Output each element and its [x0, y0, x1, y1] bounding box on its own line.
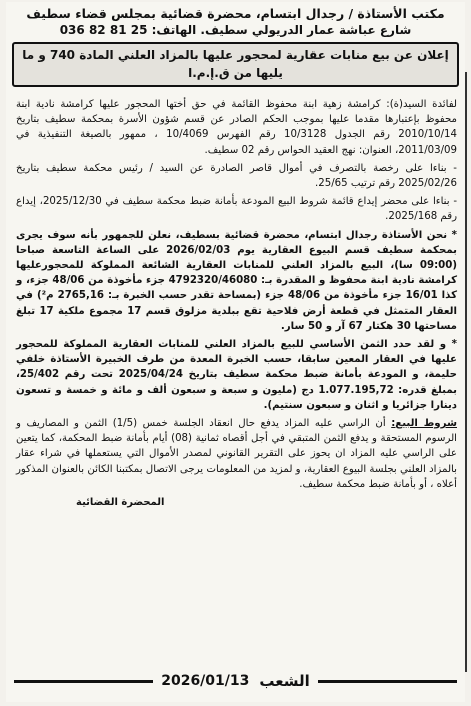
footer-rule	[318, 680, 457, 683]
border-rule	[465, 72, 467, 672]
footer-rule	[14, 680, 153, 683]
paragraph-beneficiary: لفائدة السيد(ة): كرامشة زهية ابنة محفوظ القائمة في حق أختها المحجور عليها كرامشة نادية ابنة محفوظ بإعتبارها مقدما عليها بموجب الحكم الصادر عن قسم شؤون الأسرة بمحكمة سطيف بتاريخ 2010/10/14 رقم الجدول 10/3128 رقم الفهرس 10/4069 ، ممهور بالصيغة التنفيذية في 2011/03/09، العنوان: نهج العقيد الحواس رقم 02 سطيف.	[16, 99, 457, 156]
paragraph-authorization: - بناءا على رخصة بالتصرف في أموال قاصر الصادرة عن السيد / رئيس محكمة سطيف بتاريخ 2025/02/26 رقم ترتيب 25/65.	[16, 162, 457, 190]
paragraph-base-price: * و لقد حدد الثمن الأساسي للبيع بالمزاد العلني للمنابات العقارية المملوكة للمحجور عليها في العقار المعين سابقا، حسب الخبرة المعدة من طرف الخبيرة الأستاذة خلفي حليمة، و المودعة بأمانة ضبط محكمة سطيف بتاريخ 2025/04/24 تحت رقم 25/402، بمبلغ قدره: 1.077.195,72 دج (مليون و سبعة و سبعون ألف و مائة و خمسة و تسعون دينارا جزائريا و اثنان و سبعون سنتيم).	[16, 339, 457, 411]
office-name: مكتب الأستاذة / رجدال ابتسام، محضرة قضائية بمجلس قضاء سطيف	[26, 6, 445, 21]
footer	[6, 668, 465, 694]
paragraph-conditions	[16, 416, 457, 492]
conditions-text: أن الراسي عليه المزاد يدفع حال انعقاد الجلسة خمس (1/5) الثمن و المصاريف و الرسوم المستحقة و يدفع الثمن المتبقي في أجل أقصاه ثمانية (08) أيام بأمانة ضبط المحكمة، كما يتعين على الراسي عليه المزاد ان يحوز على التقرير القانوني لمصدر الأموال التي يستعملها في شراء عقار بالمزاد العلني بجلسة البيوع العقارية، و لمزيد من المعلومات يرجى الاتصال بمكتبنا الكائن بالعنوان المذكور أعلاه ، أو بأمانة ضبط محكمة سطيف.	[16, 418, 458, 490]
notice-title: إعلان عن بيع منابات عقارية لمحجور عليها بالمزاد العلني المادة 740 و ما يليها من ق.إ.م.ا	[12, 42, 459, 87]
paragraph-deposit: - بناءا على محضر إيداع قائمة شروط البيع المودعة بأمانة ضبط محكمة سطيف في 2025/12/30، إيداع رقم 2025/168.	[16, 196, 458, 223]
signature: المحضرة القضائية	[76, 497, 165, 509]
publication-date: 2026/01/13	[161, 673, 250, 689]
notice-body	[16, 97, 457, 510]
conditions-label: شروط البيع:	[391, 418, 457, 430]
office-address: شارع عباشة عمار الدريولي سطيف. الهاتف: 25 81 82 036	[59, 23, 412, 37]
legal-notice	[6, 2, 465, 702]
paragraph-sale-announcement: * نحن الأستاذة رجدال ابتسام، محضرة قضائية بسطيف، نعلن للجمهور بأنه سوف يجرى بمحكمة سطيف قسم البيوع العقارية يوم 2026/02/03 على الساعة التاسعة صباحا (09:00 سا)، البيع بالمزاد العلني للمنابات العقارية الشائعة المملوكة للمحجورعليها كرامشة نادية ابنة محفوظ و المقدرة بـ: 4792320/46080 جزء مأخوذة من 48/06 جزء، و كذا 16/01 جزء مأخوذة من 48/06 جزء (بمساحة تقدر حسب الخبرة بـ: 2765,16 م²) في العقار المتمثل في قطعة أرض فلاحية تقع ببلدية مزلوق قسم 17 مجموع ملكية 17 تبلغ مساحتها 30 هكتار 67 آر و 50 سار.	[16, 229, 457, 332]
newspaper-name: الشعب	[259, 672, 310, 690]
